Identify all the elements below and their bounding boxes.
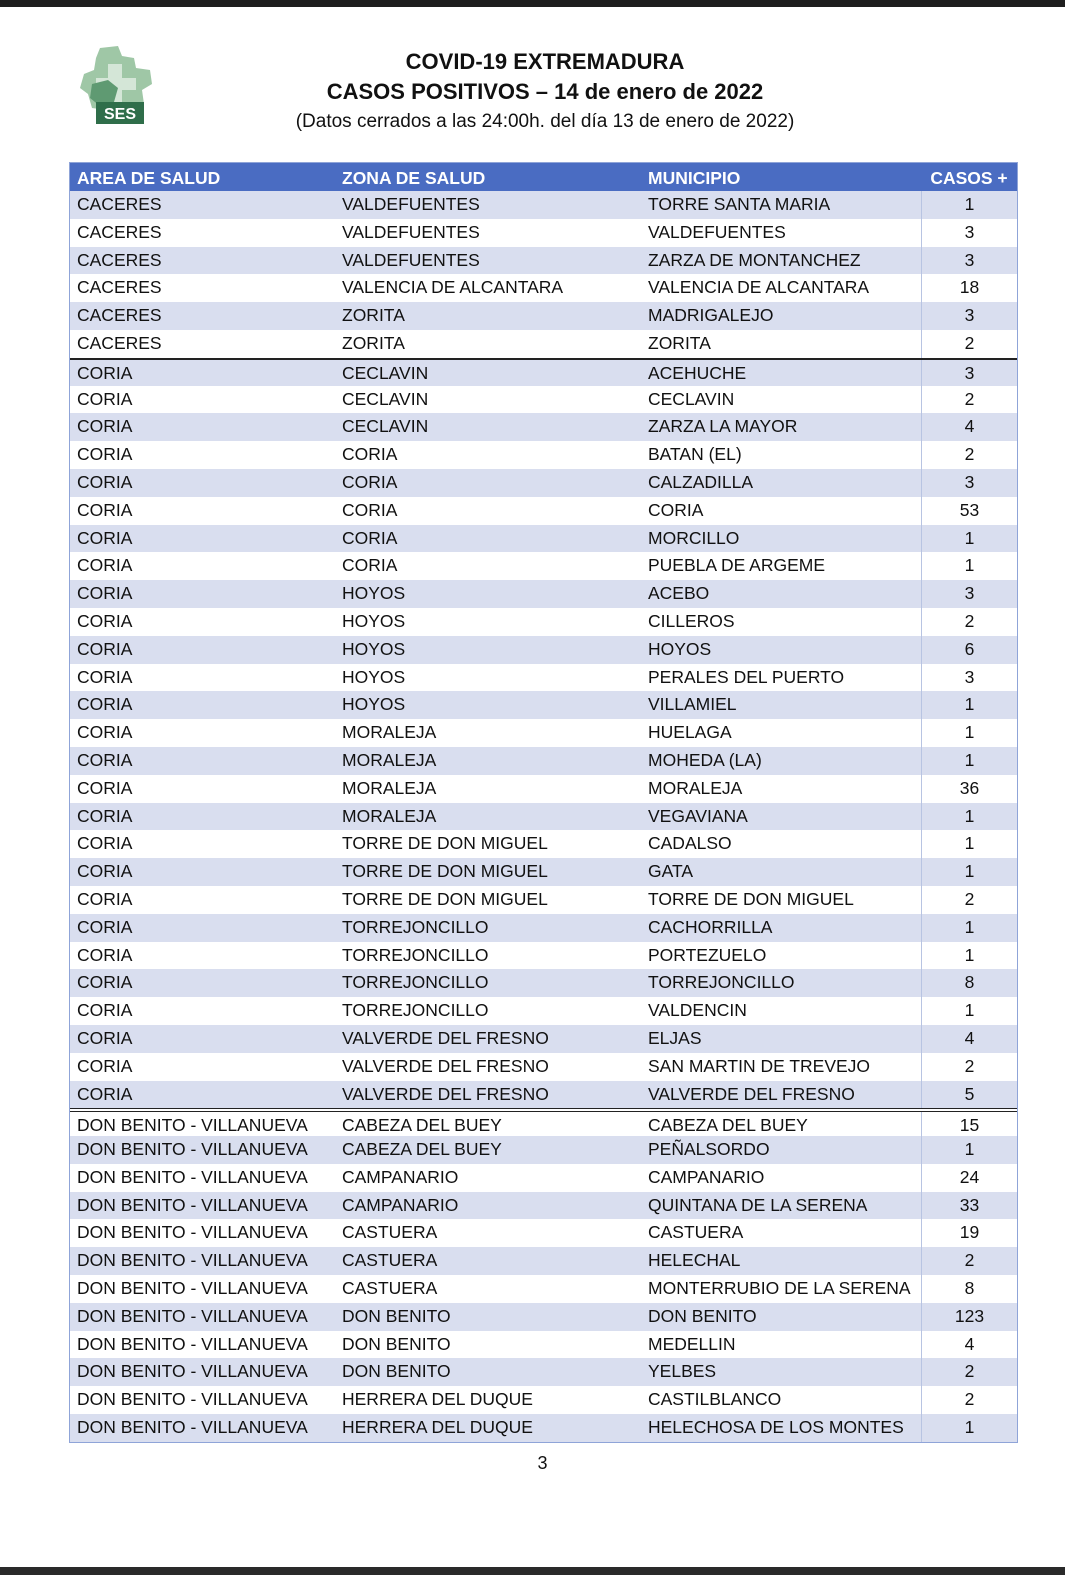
- cell-area: CACERES: [77, 277, 162, 298]
- cell-municipio: PERALES DEL PUERTO: [648, 666, 845, 687]
- table-row: [70, 386, 1017, 414]
- table-row: [70, 1331, 1017, 1359]
- cell-zona: ZORITA: [342, 332, 405, 353]
- cell-area: CACERES: [77, 249, 162, 270]
- cell-casos: 2: [921, 1386, 1017, 1414]
- cell-municipio: HELECHOSA DE LOS MONTES: [648, 1417, 904, 1438]
- table-row: [70, 691, 1017, 719]
- table-row: [70, 775, 1017, 803]
- cell-area: CORIA: [77, 1000, 133, 1021]
- cell-zona: CORIA: [342, 499, 398, 520]
- table-row: [70, 1386, 1017, 1414]
- table-row: [70, 1275, 1017, 1303]
- table-row: [70, 497, 1017, 525]
- cell-casos: 1: [921, 719, 1017, 747]
- table-row: [70, 942, 1017, 970]
- cell-casos: 2: [921, 330, 1017, 358]
- cell-casos: 2: [921, 1358, 1017, 1386]
- cell-zona: TORRE DE DON MIGUEL: [342, 888, 548, 909]
- table-row: [70, 969, 1017, 997]
- cell-zona: HOYOS: [342, 694, 406, 715]
- column-header-municipio: MUNICIPIO: [648, 168, 741, 188]
- cell-casos: 36: [921, 775, 1017, 803]
- cell-casos: 3: [921, 302, 1017, 330]
- cell-casos: 5: [921, 1081, 1017, 1109]
- cell-casos: 2: [921, 886, 1017, 914]
- cell-casos: 123: [921, 1303, 1017, 1331]
- cell-area: CACERES: [77, 332, 162, 353]
- cell-casos: 2: [921, 608, 1017, 636]
- cell-zona: TORREJONCILLO: [342, 944, 489, 965]
- title-line-2: CASOS POSITIVOS – 14 de enero de 2022: [326, 79, 764, 104]
- cell-municipio: VALDEFUENTES: [648, 221, 786, 242]
- column-header-casos: CASOS +: [930, 168, 1008, 188]
- cell-casos: 1: [921, 191, 1017, 219]
- document-header: [0, 48, 1065, 136]
- table-row: [70, 914, 1017, 942]
- table-row: [70, 1358, 1017, 1386]
- cell-zona: VALVERDE DEL FRESNO: [342, 1027, 549, 1048]
- table-row: [70, 719, 1017, 747]
- cell-municipio: MADRIGALEJO: [648, 305, 774, 326]
- cell-zona: HOYOS: [342, 638, 406, 659]
- cell-casos: 15: [921, 1112, 1017, 1136]
- cell-municipio: CASTILBLANCO: [648, 1389, 782, 1410]
- table-row: [70, 1414, 1017, 1442]
- cell-casos: 4: [921, 1025, 1017, 1053]
- cell-zona: VALDEFUENTES: [342, 194, 480, 214]
- cell-casos: 1: [921, 747, 1017, 775]
- logo-text: SES: [103, 106, 137, 123]
- cell-zona: HERRERA DEL DUQUE: [342, 1389, 533, 1410]
- subtitle: (Datos cerrados a las 24:00h. del día 13 de enero de 2022): [295, 111, 795, 132]
- table-row: [70, 1219, 1017, 1247]
- cell-municipio: DON BENITO: [648, 1305, 757, 1326]
- column-header-area: AREA DE SALUD: [77, 168, 221, 188]
- cell-municipio: PUEBLA DE ARGEME: [648, 555, 826, 576]
- cell-municipio: ACEBO: [648, 583, 710, 604]
- cell-area: CORIA: [77, 694, 133, 715]
- cell-area: CORIA: [77, 610, 133, 631]
- table-row: [70, 552, 1017, 580]
- cell-zona: CORIA: [342, 555, 398, 576]
- table-row: [70, 997, 1017, 1025]
- table-row: [70, 441, 1017, 469]
- cell-area: DON BENITO - VILLANUEVA: [77, 1417, 308, 1438]
- cell-zona: TORRE DE DON MIGUEL: [342, 833, 548, 854]
- table-row: [70, 525, 1017, 553]
- cell-zona: CORIA: [342, 527, 398, 548]
- cell-area: DON BENITO - VILLANUEVA: [77, 1139, 308, 1160]
- cell-municipio: ELJAS: [648, 1027, 702, 1048]
- cell-municipio: TORRE DE DON MIGUEL: [648, 888, 854, 909]
- cell-area: CORIA: [77, 555, 133, 576]
- cell-municipio: MONTERRUBIO DE LA SERENA: [648, 1278, 911, 1299]
- table-row: [70, 413, 1017, 441]
- cell-casos: 1: [921, 914, 1017, 942]
- cell-municipio: HOYOS: [648, 638, 712, 659]
- table-row: [70, 1108, 1017, 1136]
- cell-casos: 3: [921, 664, 1017, 692]
- table-row: [70, 580, 1017, 608]
- top-edge-bar: [0, 0, 1065, 7]
- cell-area: CORIA: [77, 1055, 133, 1076]
- cell-casos: 6: [921, 636, 1017, 664]
- cell-casos: 1: [921, 691, 1017, 719]
- cell-zona: TORREJONCILLO: [342, 916, 489, 937]
- cell-municipio: CILLEROS: [648, 610, 735, 631]
- cell-zona: VALVERDE DEL FRESNO: [342, 1055, 549, 1076]
- cell-casos: 2: [921, 441, 1017, 469]
- cell-area: CACERES: [77, 221, 162, 242]
- cell-zona: CECLAVIN: [342, 416, 429, 437]
- bottom-edge-bar: [0, 1567, 1065, 1575]
- cell-area: CORIA: [77, 1083, 133, 1104]
- cell-municipio: PORTEZUELO: [648, 944, 767, 965]
- table-row: [70, 1081, 1017, 1109]
- cell-municipio: CECLAVIN: [648, 388, 735, 409]
- cell-area: DON BENITO - VILLANUEVA: [77, 1305, 308, 1326]
- cell-municipio: CABEZA DEL BUEY: [648, 1115, 808, 1136]
- cell-zona: CAMPANARIO: [342, 1166, 459, 1187]
- cell-area: DON BENITO - VILLANUEVA: [77, 1389, 308, 1410]
- table-row: [70, 1303, 1017, 1331]
- cell-casos: 1: [921, 803, 1017, 831]
- cell-zona: HOYOS: [342, 610, 406, 631]
- table-row: [70, 636, 1017, 664]
- cell-casos: 2: [921, 1247, 1017, 1275]
- cell-casos: 33: [921, 1192, 1017, 1220]
- cell-zona: ZORITA: [342, 305, 405, 326]
- cell-casos: 1: [921, 552, 1017, 580]
- cell-zona: TORREJONCILLO: [342, 1000, 489, 1021]
- cell-casos: 3: [921, 219, 1017, 247]
- cell-area: DON BENITO - VILLANUEVA: [77, 1194, 308, 1215]
- cell-area: CORIA: [77, 471, 133, 492]
- table-row: [70, 274, 1017, 302]
- cell-zona: CECLAVIN: [342, 388, 429, 409]
- cell-zona: VALDEFUENTES: [342, 221, 480, 242]
- cell-municipio: ACEHUCHE: [648, 362, 747, 383]
- cell-casos: 8: [921, 1275, 1017, 1303]
- cell-zona: CASTUERA: [342, 1250, 438, 1271]
- cell-casos: 4: [921, 413, 1017, 441]
- table-row: [70, 830, 1017, 858]
- cell-zona: HERRERA DEL DUQUE: [342, 1417, 533, 1438]
- cell-casos: 1: [921, 942, 1017, 970]
- cell-area: CORIA: [77, 749, 133, 770]
- table-row: [70, 886, 1017, 914]
- table-row: [70, 191, 1017, 219]
- cell-area: CORIA: [77, 499, 133, 520]
- cell-area: CORIA: [77, 666, 133, 687]
- cell-area: CORIA: [77, 972, 133, 993]
- title-line-1: COVID-19 EXTREMADURA: [405, 49, 685, 74]
- cell-casos: 2: [921, 1053, 1017, 1081]
- cell-casos: 1: [921, 1414, 1017, 1442]
- cell-area: CORIA: [77, 416, 133, 437]
- table-row: [70, 803, 1017, 831]
- cell-zona: MORALEJA: [342, 805, 437, 826]
- cell-casos: 3: [921, 469, 1017, 497]
- cell-municipio: CADALSO: [648, 833, 732, 854]
- cell-casos: 24: [921, 1164, 1017, 1192]
- table-row: [70, 330, 1017, 358]
- cell-municipio: CACHORRILLA: [648, 916, 773, 937]
- cases-table: [69, 162, 1018, 1443]
- cell-municipio: PEÑALSORDO: [648, 1139, 770, 1160]
- cell-area: DON BENITO - VILLANUEVA: [77, 1361, 308, 1382]
- cell-municipio: MORALEJA: [648, 777, 743, 798]
- cell-municipio: VALDENCIN: [648, 1000, 747, 1021]
- cell-casos: 18: [921, 274, 1017, 302]
- cell-casos: 3: [921, 247, 1017, 275]
- cell-area: DON BENITO - VILLANUEVA: [77, 1166, 308, 1187]
- cell-area: CORIA: [77, 833, 133, 854]
- cell-area: CACERES: [77, 305, 162, 326]
- cell-municipio: YELBES: [648, 1361, 717, 1382]
- cell-area: DON BENITO - VILLANUEVA: [77, 1333, 308, 1354]
- cell-casos: 3: [921, 360, 1017, 386]
- cell-municipio: VEGAVIANA: [648, 805, 748, 826]
- cell-area: CORIA: [77, 444, 133, 465]
- page-number: 3: [537, 1453, 548, 1473]
- cell-zona: DON BENITO: [342, 1305, 451, 1326]
- cell-municipio: ZARZA DE MONTANCHEZ: [648, 249, 861, 270]
- cell-zona: TORRE DE DON MIGUEL: [342, 861, 548, 882]
- column-header-zona: ZONA DE SALUD: [342, 168, 486, 188]
- table-row: [70, 302, 1017, 330]
- cell-area: CORIA: [77, 388, 133, 409]
- cell-zona: DON BENITO: [342, 1333, 451, 1354]
- cell-municipio: ZORITA: [648, 332, 711, 353]
- cell-area: CORIA: [77, 861, 133, 882]
- table-row: [70, 1192, 1017, 1220]
- cell-municipio: VILLAMIEL: [648, 694, 737, 715]
- cell-municipio: ZARZA LA MAYOR: [648, 416, 798, 437]
- cell-area: DON BENITO - VILLANUEVA: [77, 1115, 308, 1136]
- table-row: [70, 1247, 1017, 1275]
- cell-area: CORIA: [77, 362, 133, 383]
- cell-zona: CORIA: [342, 444, 398, 465]
- cell-zona: DON BENITO: [342, 1361, 451, 1382]
- cell-casos: 1: [921, 858, 1017, 886]
- cell-zona: MORALEJA: [342, 749, 437, 770]
- cell-municipio: TORREJONCILLO: [648, 972, 795, 993]
- cell-municipio: CASTUERA: [648, 1222, 744, 1243]
- cell-municipio: MEDELLIN: [648, 1333, 736, 1354]
- cell-zona: MORALEJA: [342, 722, 437, 743]
- cell-casos: 1: [921, 1136, 1017, 1164]
- cell-area: CORIA: [77, 527, 133, 548]
- cell-zona: CAMPANARIO: [342, 1194, 459, 1215]
- cell-zona: CASTUERA: [342, 1222, 438, 1243]
- table-row: [70, 1164, 1017, 1192]
- table-row: [70, 608, 1017, 636]
- cell-municipio: MORCILLO: [648, 527, 740, 548]
- table-header-row: [70, 163, 1017, 191]
- table-row: [70, 247, 1017, 275]
- cell-casos: 1: [921, 525, 1017, 553]
- cell-area: CORIA: [77, 805, 133, 826]
- cell-municipio: GATA: [648, 861, 694, 882]
- cell-zona: CECLAVIN: [342, 362, 429, 383]
- cell-area: CORIA: [77, 722, 133, 743]
- cell-area: CORIA: [77, 916, 133, 937]
- cell-municipio: CALZADILLA: [648, 471, 754, 492]
- cell-municipio: TORRE SANTA MARIA: [648, 194, 831, 214]
- cell-municipio: HELECHAL: [648, 1250, 741, 1271]
- cell-area: CORIA: [77, 638, 133, 659]
- cell-casos: 19: [921, 1219, 1017, 1247]
- cell-casos: 1: [921, 997, 1017, 1025]
- cell-zona: CASTUERA: [342, 1278, 438, 1299]
- cell-casos: 2: [921, 386, 1017, 414]
- cell-zona: VALENCIA DE ALCANTARA: [342, 277, 564, 298]
- cell-zona: VALVERDE DEL FRESNO: [342, 1083, 549, 1104]
- cell-zona: HOYOS: [342, 666, 406, 687]
- table-row: [70, 858, 1017, 886]
- cell-area: DON BENITO - VILLANUEVA: [77, 1222, 308, 1243]
- cell-casos: 8: [921, 969, 1017, 997]
- cell-casos: 4: [921, 1331, 1017, 1359]
- cell-municipio: VALENCIA DE ALCANTARA: [648, 277, 870, 298]
- cell-casos: 1: [921, 830, 1017, 858]
- cell-municipio: MOHEDA (LA): [648, 749, 762, 770]
- cell-municipio: BATAN (EL): [648, 444, 742, 465]
- cell-zona: TORREJONCILLO: [342, 972, 489, 993]
- cell-municipio: SAN MARTIN DE TREVEJO: [648, 1055, 871, 1076]
- cell-municipio: VALVERDE DEL FRESNO: [648, 1083, 855, 1104]
- cell-area: DON BENITO - VILLANUEVA: [77, 1250, 308, 1271]
- table-row: [70, 358, 1017, 386]
- cell-area: CORIA: [77, 888, 133, 909]
- table-row: [70, 219, 1017, 247]
- table-row: [70, 747, 1017, 775]
- cell-municipio: CAMPANARIO: [648, 1166, 765, 1187]
- table-row: [70, 1136, 1017, 1164]
- table-body: [70, 191, 1017, 1442]
- cell-municipio: CORIA: [648, 499, 704, 520]
- cell-area: DON BENITO - VILLANUEVA: [77, 1278, 308, 1299]
- cell-zona: HOYOS: [342, 583, 406, 604]
- cell-area: CORIA: [77, 777, 133, 798]
- table-row: [70, 1025, 1017, 1053]
- cell-area: CORIA: [77, 1027, 133, 1048]
- cell-casos: 3: [921, 580, 1017, 608]
- cell-casos: 53: [921, 497, 1017, 525]
- cell-zona: VALDEFUENTES: [342, 249, 480, 270]
- cell-area: CORIA: [77, 944, 133, 965]
- cell-municipio: QUINTANA DE LA SERENA: [648, 1194, 868, 1215]
- cell-zona: MORALEJA: [342, 777, 437, 798]
- table-row: [70, 664, 1017, 692]
- cell-zona: CORIA: [342, 471, 398, 492]
- cell-zona: CABEZA DEL BUEY: [342, 1115, 502, 1136]
- table-row: [70, 469, 1017, 497]
- table-row: [70, 1053, 1017, 1081]
- cell-zona: CABEZA DEL BUEY: [342, 1139, 502, 1160]
- cell-municipio: HUELAGA: [648, 722, 732, 743]
- cell-area: CORIA: [77, 583, 133, 604]
- cell-area: CACERES: [77, 194, 162, 214]
